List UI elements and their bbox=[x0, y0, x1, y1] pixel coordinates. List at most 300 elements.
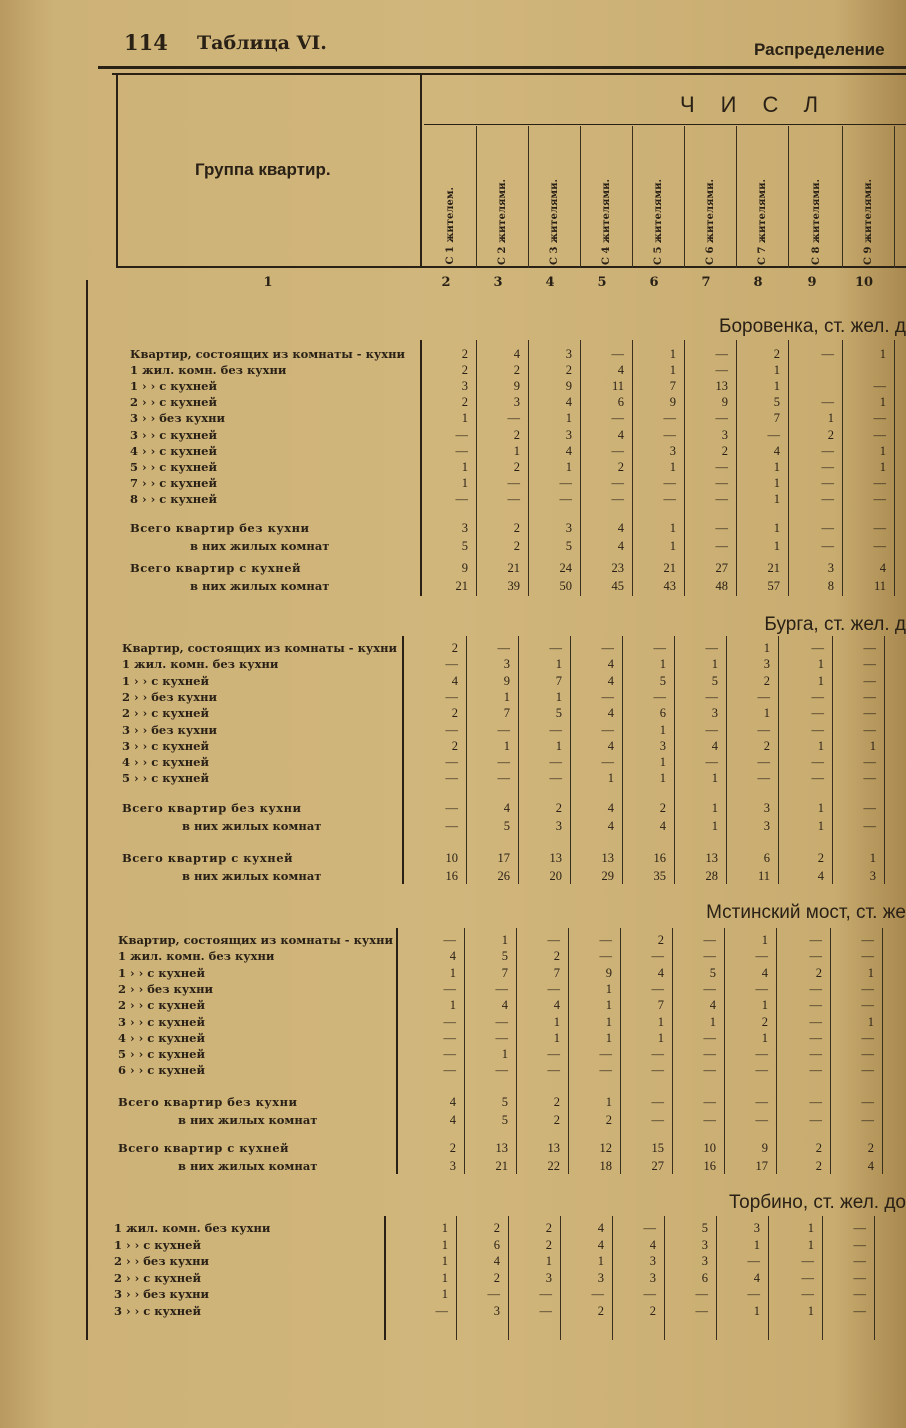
cell-value: — bbox=[821, 444, 834, 458]
cell-value: — bbox=[663, 476, 676, 490]
cell-value: 3 bbox=[763, 801, 770, 815]
station-heading: Бурга, ст. жел. д bbox=[764, 614, 906, 635]
cell-value: 48 bbox=[715, 579, 728, 593]
cell-value: 1 bbox=[669, 347, 676, 361]
cell-value: 4 bbox=[449, 949, 456, 963]
cell-value: — bbox=[443, 933, 456, 947]
cell-value: — bbox=[809, 933, 822, 947]
cell-value: — bbox=[547, 1047, 560, 1061]
cell-value: 4 bbox=[503, 801, 510, 815]
cell-value: 1 bbox=[763, 641, 770, 655]
cell-value: 1 bbox=[555, 657, 562, 671]
cell-value: 1 bbox=[441, 1221, 448, 1235]
cell-value: 4 bbox=[761, 966, 768, 980]
row-label: 1 жил. комн. без кухни bbox=[118, 949, 275, 963]
total-row bbox=[0, 1094, 906, 1110]
cell-value: 1 bbox=[513, 444, 520, 458]
row-label: 8 › › с кухней bbox=[130, 492, 218, 506]
cell-value: 7 bbox=[501, 966, 508, 980]
cell-value: — bbox=[599, 1063, 612, 1077]
cell-value: 1 bbox=[503, 690, 510, 704]
table-row bbox=[0, 1030, 906, 1046]
cell-value: 7 bbox=[503, 706, 510, 720]
cell-value: — bbox=[861, 1095, 874, 1109]
cell-value: 13 bbox=[601, 851, 614, 865]
cell-value: — bbox=[703, 1095, 716, 1109]
cell-value: 2 bbox=[449, 1141, 456, 1155]
cell-value: 1 bbox=[449, 966, 456, 980]
chisl-rule bbox=[424, 124, 906, 125]
cell-value: — bbox=[715, 363, 728, 377]
cell-value: 20 bbox=[549, 869, 562, 883]
cell-value: 1 bbox=[711, 771, 718, 785]
row-label: 6 › › с кухней bbox=[118, 1063, 206, 1077]
cell-value: 1 bbox=[461, 476, 468, 490]
cell-value: 1 bbox=[773, 492, 780, 506]
cell-value: 2 bbox=[461, 395, 468, 409]
column-number: 10 bbox=[854, 275, 874, 290]
cell-value: 1 bbox=[879, 395, 886, 409]
table-row bbox=[0, 410, 906, 426]
cell-value: — bbox=[715, 347, 728, 361]
cell-value: — bbox=[435, 1304, 448, 1318]
cell-value: — bbox=[651, 1113, 664, 1127]
cell-value: 2 bbox=[815, 966, 822, 980]
cell-value: 3 bbox=[869, 869, 876, 883]
cell-value: — bbox=[767, 428, 780, 442]
cell-value: — bbox=[653, 641, 666, 655]
table-row bbox=[0, 1270, 906, 1286]
cell-value: — bbox=[495, 982, 508, 996]
row-label: 1 › › с кухней bbox=[118, 966, 206, 980]
cell-value: 3 bbox=[565, 347, 572, 361]
column-number: 6 bbox=[649, 275, 659, 290]
cell-value: 1 bbox=[605, 982, 612, 996]
row-label: 3 › › с кухней bbox=[118, 1015, 206, 1029]
cell-value: 4 bbox=[867, 1159, 874, 1173]
cell-value: 5 bbox=[503, 819, 510, 833]
cell-value: — bbox=[809, 1015, 822, 1029]
resident-column-header bbox=[528, 150, 580, 265]
cell-value: — bbox=[861, 949, 874, 963]
cell-value: — bbox=[811, 641, 824, 655]
row-label: Всего квартир с кухней bbox=[122, 851, 294, 865]
cell-value: 1 bbox=[669, 460, 676, 474]
cell-value: 4 bbox=[607, 674, 614, 688]
row-label: Всего квартир без кухни bbox=[122, 801, 302, 815]
table-title-fragment: Распределение bbox=[754, 40, 885, 59]
cell-value: — bbox=[705, 723, 718, 737]
cell-value: 2 bbox=[545, 1221, 552, 1235]
cell-value: 1 bbox=[817, 801, 824, 815]
cell-value: 2 bbox=[659, 801, 666, 815]
cell-value: — bbox=[873, 428, 886, 442]
cell-value: 9 bbox=[565, 379, 572, 393]
cell-value: — bbox=[599, 949, 612, 963]
cell-value: — bbox=[559, 492, 572, 506]
cell-value: — bbox=[715, 411, 728, 425]
cell-value: — bbox=[703, 1113, 716, 1127]
table-row bbox=[0, 427, 906, 443]
cell-value: — bbox=[861, 1113, 874, 1127]
chisl-heading bbox=[680, 92, 900, 118]
cell-value: 12 bbox=[599, 1141, 612, 1155]
resident-column-header bbox=[476, 150, 528, 265]
cell-value: — bbox=[547, 982, 560, 996]
cell-value: 3 bbox=[649, 1271, 656, 1285]
total-row bbox=[0, 560, 906, 576]
cell-value: — bbox=[591, 1287, 604, 1301]
row-label: 4 › › с кухней bbox=[118, 1031, 206, 1045]
cell-value: 28 bbox=[705, 869, 718, 883]
table-row bbox=[0, 1046, 906, 1062]
resident-column-header bbox=[736, 150, 788, 265]
cell-value: — bbox=[643, 1221, 656, 1235]
cell-value: 4 bbox=[711, 739, 718, 753]
cell-value: 2 bbox=[773, 347, 780, 361]
cell-value: — bbox=[809, 1047, 822, 1061]
table-row bbox=[0, 738, 906, 754]
resident-column-label: С 3 жителями. bbox=[548, 179, 560, 265]
cell-value: — bbox=[703, 1047, 716, 1061]
cell-value: — bbox=[821, 476, 834, 490]
cell-value: 2 bbox=[763, 674, 770, 688]
cell-value: 4 bbox=[565, 395, 572, 409]
cell-value: 1 bbox=[879, 347, 886, 361]
cell-value: — bbox=[611, 347, 624, 361]
station-heading: Торбино, ст. жел. до bbox=[729, 1192, 906, 1213]
cell-value: 4 bbox=[607, 801, 614, 815]
cell-value: — bbox=[755, 1095, 768, 1109]
cell-value: 4 bbox=[553, 998, 560, 1012]
cell-value: 2 bbox=[867, 1141, 874, 1155]
cell-value: 4 bbox=[597, 1221, 604, 1235]
cell-value: 9 bbox=[669, 395, 676, 409]
cell-value: 3 bbox=[565, 428, 572, 442]
cell-value: 27 bbox=[715, 561, 728, 575]
cell-value: 3 bbox=[763, 657, 770, 671]
cell-value: — bbox=[611, 476, 624, 490]
resident-column-label: С 2 жителями. bbox=[496, 179, 508, 265]
cell-value: — bbox=[663, 492, 676, 506]
cell-value: 3 bbox=[701, 1238, 708, 1252]
cell-value: — bbox=[873, 521, 886, 535]
cell-value: — bbox=[549, 771, 562, 785]
cell-value: — bbox=[715, 539, 728, 553]
cell-value: 4 bbox=[607, 706, 614, 720]
cell-value: — bbox=[443, 1031, 456, 1045]
cell-value: 1 bbox=[607, 771, 614, 785]
resident-column-label: С 4 жителями. bbox=[600, 179, 612, 265]
cell-value: — bbox=[445, 723, 458, 737]
table-row bbox=[0, 705, 906, 721]
cell-value: 1 bbox=[597, 1254, 604, 1268]
cell-value: 1 bbox=[711, 657, 718, 671]
cell-value: 1 bbox=[669, 363, 676, 377]
table-row bbox=[0, 948, 906, 964]
cell-value: 1 bbox=[773, 363, 780, 377]
cell-value: — bbox=[809, 1031, 822, 1045]
cell-value: — bbox=[443, 982, 456, 996]
cell-value: — bbox=[809, 1095, 822, 1109]
row-label: 5 › › с кухней bbox=[118, 1047, 206, 1061]
table-row bbox=[0, 346, 906, 362]
cell-value: 3 bbox=[555, 819, 562, 833]
cell-value: 16 bbox=[653, 851, 666, 865]
cell-value: 2 bbox=[605, 1113, 612, 1127]
cell-value: — bbox=[755, 1047, 768, 1061]
station-heading: Мстинский мост, ст. же bbox=[706, 902, 906, 923]
row-label: Квартир, состоящих из комнаты - кухни bbox=[122, 641, 398, 655]
cell-value: — bbox=[715, 476, 728, 490]
cell-value: — bbox=[651, 1095, 664, 1109]
row-label: 2 › › с кухней bbox=[122, 706, 210, 720]
cell-value: 4 bbox=[649, 1238, 656, 1252]
cell-value: 1 bbox=[461, 411, 468, 425]
table-row bbox=[0, 362, 906, 378]
cell-value: 16 bbox=[703, 1159, 716, 1173]
header-column-divider bbox=[580, 126, 581, 268]
cell-value: — bbox=[853, 1238, 866, 1252]
cell-value: — bbox=[443, 1047, 456, 1061]
row-label: в них жилых комнат bbox=[182, 869, 322, 883]
row-label: 2 › › без кухни bbox=[118, 982, 214, 996]
cell-value: — bbox=[873, 492, 886, 506]
cell-value: 13 bbox=[495, 1141, 508, 1155]
cell-value: — bbox=[863, 801, 876, 815]
cell-value: — bbox=[651, 1047, 664, 1061]
cell-value: 2 bbox=[721, 444, 728, 458]
page-number: 114 bbox=[124, 30, 168, 55]
cell-value: 3 bbox=[513, 395, 520, 409]
cell-value: — bbox=[599, 933, 612, 947]
cell-value: 3 bbox=[753, 1221, 760, 1235]
cell-value: — bbox=[873, 411, 886, 425]
cell-value: — bbox=[853, 1254, 866, 1268]
cell-value: 4 bbox=[597, 1238, 604, 1252]
cell-value: 2 bbox=[827, 428, 834, 442]
row-label: Квартир, состоящих из комнаты - кухни bbox=[130, 347, 406, 361]
header-column-divider bbox=[736, 126, 737, 268]
column-number: 2 bbox=[441, 275, 451, 290]
column-number: 7 bbox=[701, 275, 711, 290]
row-label: в них жилых комнат bbox=[182, 819, 322, 833]
resident-column-label: С 8 жителями. bbox=[810, 179, 822, 265]
table-row bbox=[0, 981, 906, 997]
cell-value: 1 bbox=[807, 1238, 814, 1252]
cell-value: — bbox=[703, 949, 716, 963]
cell-value: — bbox=[863, 723, 876, 737]
header-column-divider bbox=[894, 126, 895, 268]
table-row bbox=[0, 770, 906, 786]
cell-value: — bbox=[487, 1287, 500, 1301]
row-label: в них жилых комнат bbox=[178, 1159, 318, 1173]
cell-value: 5 bbox=[565, 539, 572, 553]
row-label: 5 › › с кухней bbox=[130, 460, 218, 474]
cell-value: — bbox=[651, 949, 664, 963]
cell-value: — bbox=[861, 998, 874, 1012]
cell-value: — bbox=[811, 755, 824, 769]
cell-value: 4 bbox=[709, 998, 716, 1012]
cell-value: 2 bbox=[763, 739, 770, 753]
cell-value: 1 bbox=[657, 1015, 664, 1029]
row-label: 2 › › с кухней bbox=[118, 998, 206, 1012]
cell-value: 1 bbox=[659, 771, 666, 785]
cell-value: 2 bbox=[451, 706, 458, 720]
cell-value: — bbox=[507, 492, 520, 506]
cell-value: 43 bbox=[663, 579, 676, 593]
cell-value: 1 bbox=[773, 539, 780, 553]
chisl-text: ЧИСЛ bbox=[680, 92, 845, 117]
total-row bbox=[0, 1112, 906, 1128]
resident-column-label: С 7 жителями. bbox=[756, 179, 768, 265]
row-label: 2 › › без кухни bbox=[114, 1254, 210, 1268]
table-row bbox=[0, 1014, 906, 1030]
cell-value: — bbox=[497, 641, 510, 655]
cell-value: 3 bbox=[461, 379, 468, 393]
cell-value: 2 bbox=[817, 851, 824, 865]
row-label: 2 › › с кухней bbox=[130, 395, 218, 409]
cell-value: 1 bbox=[761, 1031, 768, 1045]
cell-value: — bbox=[861, 982, 874, 996]
cell-value: 57 bbox=[767, 579, 780, 593]
cell-value: 4 bbox=[617, 521, 624, 535]
cell-value: — bbox=[497, 755, 510, 769]
cell-value: — bbox=[715, 460, 728, 474]
cell-value: — bbox=[549, 723, 562, 737]
cell-value: — bbox=[705, 690, 718, 704]
cell-value: 1 bbox=[817, 739, 824, 753]
row-label: 3 › › с кухней bbox=[114, 1304, 202, 1318]
cell-value: 3 bbox=[763, 819, 770, 833]
cell-value: — bbox=[663, 428, 676, 442]
row-label: 4 › › с кухней bbox=[122, 755, 210, 769]
cell-value: — bbox=[853, 1221, 866, 1235]
cell-value: — bbox=[811, 706, 824, 720]
cell-value: 4 bbox=[493, 1254, 500, 1268]
cell-value: 2 bbox=[657, 933, 664, 947]
cell-value: 4 bbox=[501, 998, 508, 1012]
cell-value: — bbox=[455, 444, 468, 458]
cell-value: 13 bbox=[715, 379, 728, 393]
resident-column-header bbox=[580, 150, 632, 265]
cell-value: 21 bbox=[455, 579, 468, 593]
resident-column-label: С 9 жителями. bbox=[862, 179, 874, 265]
cell-value: 45 bbox=[611, 579, 624, 593]
cell-value: 1 bbox=[461, 460, 468, 474]
cell-value: 2 bbox=[565, 363, 572, 377]
row-label: Всего квартир с кухней bbox=[118, 1141, 290, 1155]
cell-value: 6 bbox=[701, 1271, 708, 1285]
cell-value: — bbox=[821, 539, 834, 553]
total-row bbox=[0, 1140, 906, 1156]
cell-value: 4 bbox=[607, 739, 614, 753]
cell-value: 2 bbox=[461, 363, 468, 377]
cell-value: 9 bbox=[721, 395, 728, 409]
cell-value: — bbox=[873, 539, 886, 553]
cell-value: 5 bbox=[709, 966, 716, 980]
cell-value: — bbox=[611, 411, 624, 425]
cell-value: — bbox=[601, 755, 614, 769]
cell-value: 4 bbox=[607, 819, 614, 833]
cell-value: 2 bbox=[617, 460, 624, 474]
cell-value: 5 bbox=[711, 674, 718, 688]
row-label: 1 жил. комн. без кухни bbox=[130, 363, 287, 377]
cell-value: 2 bbox=[553, 1113, 560, 1127]
cell-value: 1 bbox=[761, 933, 768, 947]
cell-value: 1 bbox=[659, 723, 666, 737]
cell-value: 2 bbox=[815, 1141, 822, 1155]
cell-value: 9 bbox=[503, 674, 510, 688]
cell-value: — bbox=[695, 1287, 708, 1301]
cell-value: — bbox=[863, 771, 876, 785]
cell-value: 5 bbox=[501, 1113, 508, 1127]
cell-value: — bbox=[821, 347, 834, 361]
row-label: 1 жил. комн. без кухни bbox=[114, 1221, 271, 1235]
cell-value: 4 bbox=[879, 561, 886, 575]
cell-value: — bbox=[863, 641, 876, 655]
cell-value: 2 bbox=[553, 1095, 560, 1109]
cell-value: — bbox=[703, 933, 716, 947]
cell-value: 2 bbox=[493, 1271, 500, 1285]
cell-value: 4 bbox=[449, 1095, 456, 1109]
cell-value: — bbox=[821, 492, 834, 506]
cell-value: 1 bbox=[773, 521, 780, 535]
cell-value: 11 bbox=[873, 579, 886, 593]
cell-value: — bbox=[443, 1015, 456, 1029]
cell-value: — bbox=[507, 476, 520, 490]
table-row bbox=[0, 1253, 906, 1269]
cell-value: 2 bbox=[451, 641, 458, 655]
row-label: Всего квартир с кухней bbox=[130, 561, 302, 575]
cell-value: — bbox=[801, 1254, 814, 1268]
row-label: в них жилых комнат bbox=[190, 539, 330, 553]
column-number: 3 bbox=[493, 275, 503, 290]
header-column-divider bbox=[684, 126, 685, 268]
cell-value: 3 bbox=[721, 428, 728, 442]
cell-value: — bbox=[601, 723, 614, 737]
cell-value: 1 bbox=[605, 1095, 612, 1109]
cell-value: 4 bbox=[657, 966, 664, 980]
cell-value: — bbox=[549, 755, 562, 769]
table-row bbox=[0, 459, 906, 475]
cell-value: — bbox=[747, 1254, 760, 1268]
cell-value: — bbox=[747, 1287, 760, 1301]
cell-value: 1 bbox=[879, 444, 886, 458]
cell-value: 17 bbox=[755, 1159, 768, 1173]
row-label: 3 › › без кухни bbox=[114, 1287, 210, 1301]
cell-value: — bbox=[821, 395, 834, 409]
cell-value: — bbox=[757, 723, 770, 737]
cell-value: 4 bbox=[449, 1113, 456, 1127]
cell-value: — bbox=[821, 460, 834, 474]
total-row bbox=[0, 800, 906, 816]
row-label: 1 жил. комн. без кухни bbox=[122, 657, 279, 671]
cell-value: — bbox=[757, 755, 770, 769]
cell-value: 1 bbox=[441, 1271, 448, 1285]
cell-value: 7 bbox=[555, 674, 562, 688]
cell-value: 21 bbox=[495, 1159, 508, 1173]
top-rule bbox=[98, 66, 906, 69]
station-heading: Боровенка, ст. жел. д bbox=[719, 316, 906, 337]
cell-value: — bbox=[445, 755, 458, 769]
cell-value: 50 bbox=[559, 579, 572, 593]
cell-value: 29 bbox=[601, 869, 614, 883]
cell-value: 6 bbox=[763, 851, 770, 865]
cell-value: — bbox=[651, 982, 664, 996]
row-label: 4 › › с кухней bbox=[130, 444, 218, 458]
row-label: 1 › › с кухней bbox=[114, 1238, 202, 1252]
